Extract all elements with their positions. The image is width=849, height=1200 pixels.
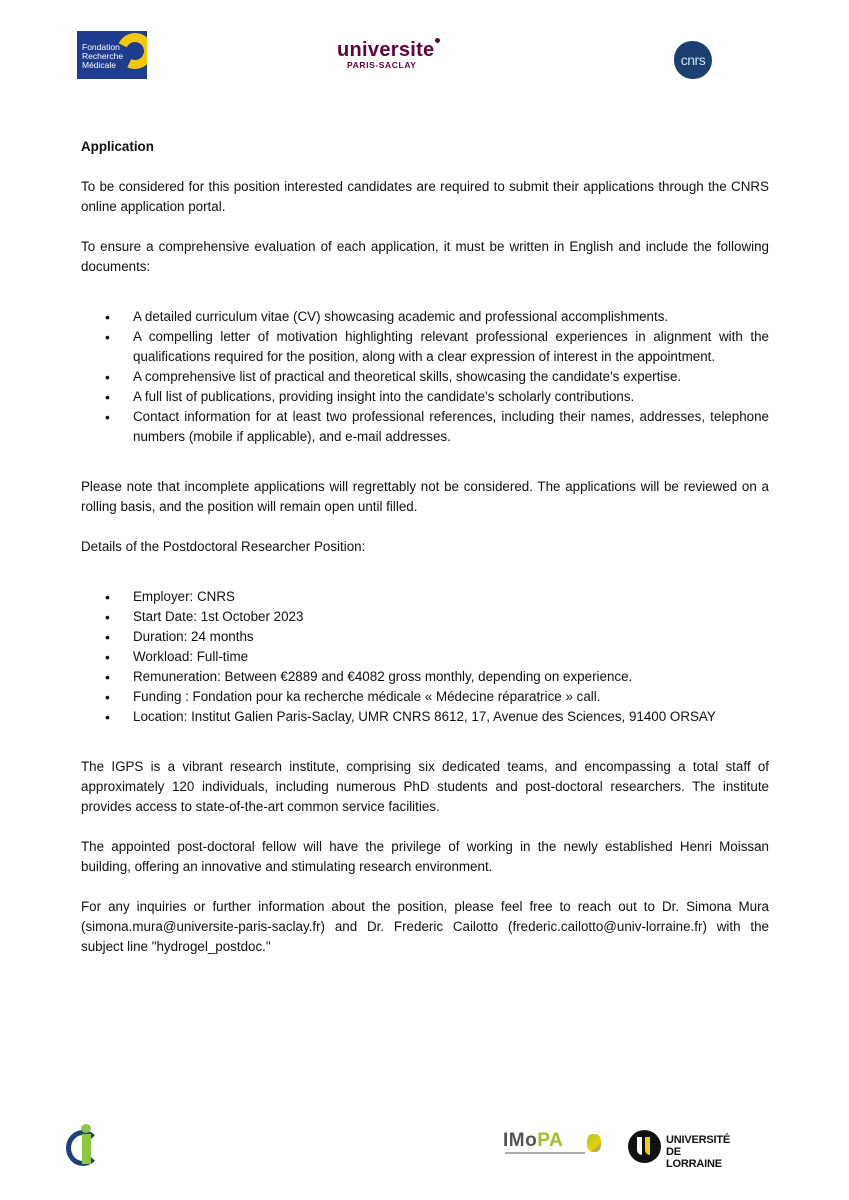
list-item: • Start Date: 1st October 2023 bbox=[81, 607, 769, 627]
list-item: • Workload: Full-time bbox=[81, 647, 769, 667]
imopa-logo-text bbox=[503, 1130, 583, 1152]
document-body bbox=[81, 137, 769, 957]
universite-de-lorraine-logo bbox=[628, 1130, 738, 1170]
imopa-tagline bbox=[505, 1152, 585, 1154]
institut-galien-logo bbox=[66, 1124, 106, 1169]
igps-leaf-icon bbox=[81, 1124, 91, 1133]
universite-paris-saclay-logo bbox=[337, 40, 447, 76]
paragraph-incomplete-applications: Please note that incomplete applications will regrettably not be considered. The applications will be reviewed on a rolling basis, and the position will remain open until filled. bbox=[81, 479, 769, 514]
paragraph-details-intro: Details of the Postdoctoral Researcher Position: bbox=[81, 539, 366, 554]
paragraph-henri-moissan: The appointed post-doctoral fellow will have the privilege of working in the newly established Henri Moissan building, offering an innovative and stimulating research environment. bbox=[81, 839, 769, 874]
list-item: • Funding : Fondation pour ka recherche médicale « Médecine réparatrice » call. bbox=[81, 687, 769, 707]
list-item: • A detailed curriculum vitae (CV) showcasing academic and professional accomplishments. bbox=[81, 307, 769, 327]
ups-main-text: universite bbox=[337, 39, 435, 61]
ul-line1: UNIVERSITÉ bbox=[666, 1134, 731, 1146]
position-details-list bbox=[81, 587, 769, 727]
imopa-prefix: IMo bbox=[503, 1130, 538, 1151]
fondation-recherche-medicale-logo bbox=[77, 31, 147, 79]
paragraph-evaluation: To ensure a comprehensive evaluation of each application, it must be written in English and include the following documents: bbox=[81, 239, 769, 274]
ul-line2: DE LORRAINE bbox=[666, 1146, 722, 1170]
paragraph-igps-institute: The IGPS is a vibrant research institute, comprising six dedicated teams, and encompassing a total staff of approximately 120 individuals, including numerous PhD students and post-doctoral researchers. The institute provides access to state-of-the-art common service facilities. bbox=[81, 759, 769, 814]
imopa-helix-icon bbox=[587, 1134, 601, 1152]
imopa-logo bbox=[503, 1130, 583, 1160]
list-item: • Employer: CNRS bbox=[81, 587, 769, 607]
list-item: • Duration: 24 months bbox=[81, 627, 769, 647]
paragraph-application-portal: To be considered for this position interested candidates are required to submit their applications through the CNRS online application portal. bbox=[81, 179, 769, 214]
frm-line2: Recherche bbox=[82, 51, 124, 61]
required-documents-list bbox=[81, 307, 769, 447]
section-heading: Application bbox=[81, 139, 154, 154]
imopa-suffix: PA bbox=[537, 1130, 564, 1151]
list-item: • Contact information for at least two professional references, including their names, addresses, telephone numbers (mobile if applicable), and e-mail addresses. bbox=[81, 407, 769, 447]
frm-line1: Fondation bbox=[82, 42, 120, 52]
igps-bar-icon bbox=[82, 1134, 91, 1164]
list-item: • Location: Institut Galien Paris-Saclay, UMR CNRS 8612, 17, Avenue des Sciences, 91400 ORSAY bbox=[81, 707, 769, 727]
ups-dot-icon bbox=[435, 38, 440, 43]
list-item: • A compelling letter of motivation highlighting relevant professional experiences in alignment with the qualifications required for the position, along with a clear expression of interest in the appointment. bbox=[81, 327, 769, 367]
frm-logo-text bbox=[82, 43, 123, 70]
list-item: • A full list of publications, providing insight into the candidate's scholarly contributions. bbox=[81, 387, 769, 407]
cnrs-logo bbox=[674, 41, 712, 79]
list-item: • Remuneration: Between €2889 and €4082 gross monthly, depending on experience. bbox=[81, 667, 769, 687]
ul-circle-icon bbox=[628, 1130, 661, 1163]
ups-sub-text: PARIS-SACLAY bbox=[347, 60, 417, 70]
cnrs-logo-text: cnrs bbox=[680, 52, 706, 68]
frm-line3: Médicale bbox=[82, 60, 117, 70]
list-item: • A comprehensive list of practical and theoretical skills, showcasing the candidate's expertise. bbox=[81, 367, 769, 387]
paragraph-contact: For any inquiries or further information about the position, please feel free to reach out to Dr. Simona Mura (simona.mura@universite-paris-saclay.fr) and Dr. Frederic Cailotto (frederic.cailotto@univ-lorraine.fr) with the subject line "hydrogel_postdoc." bbox=[81, 899, 769, 954]
ul-logo-text bbox=[666, 1134, 738, 1170]
